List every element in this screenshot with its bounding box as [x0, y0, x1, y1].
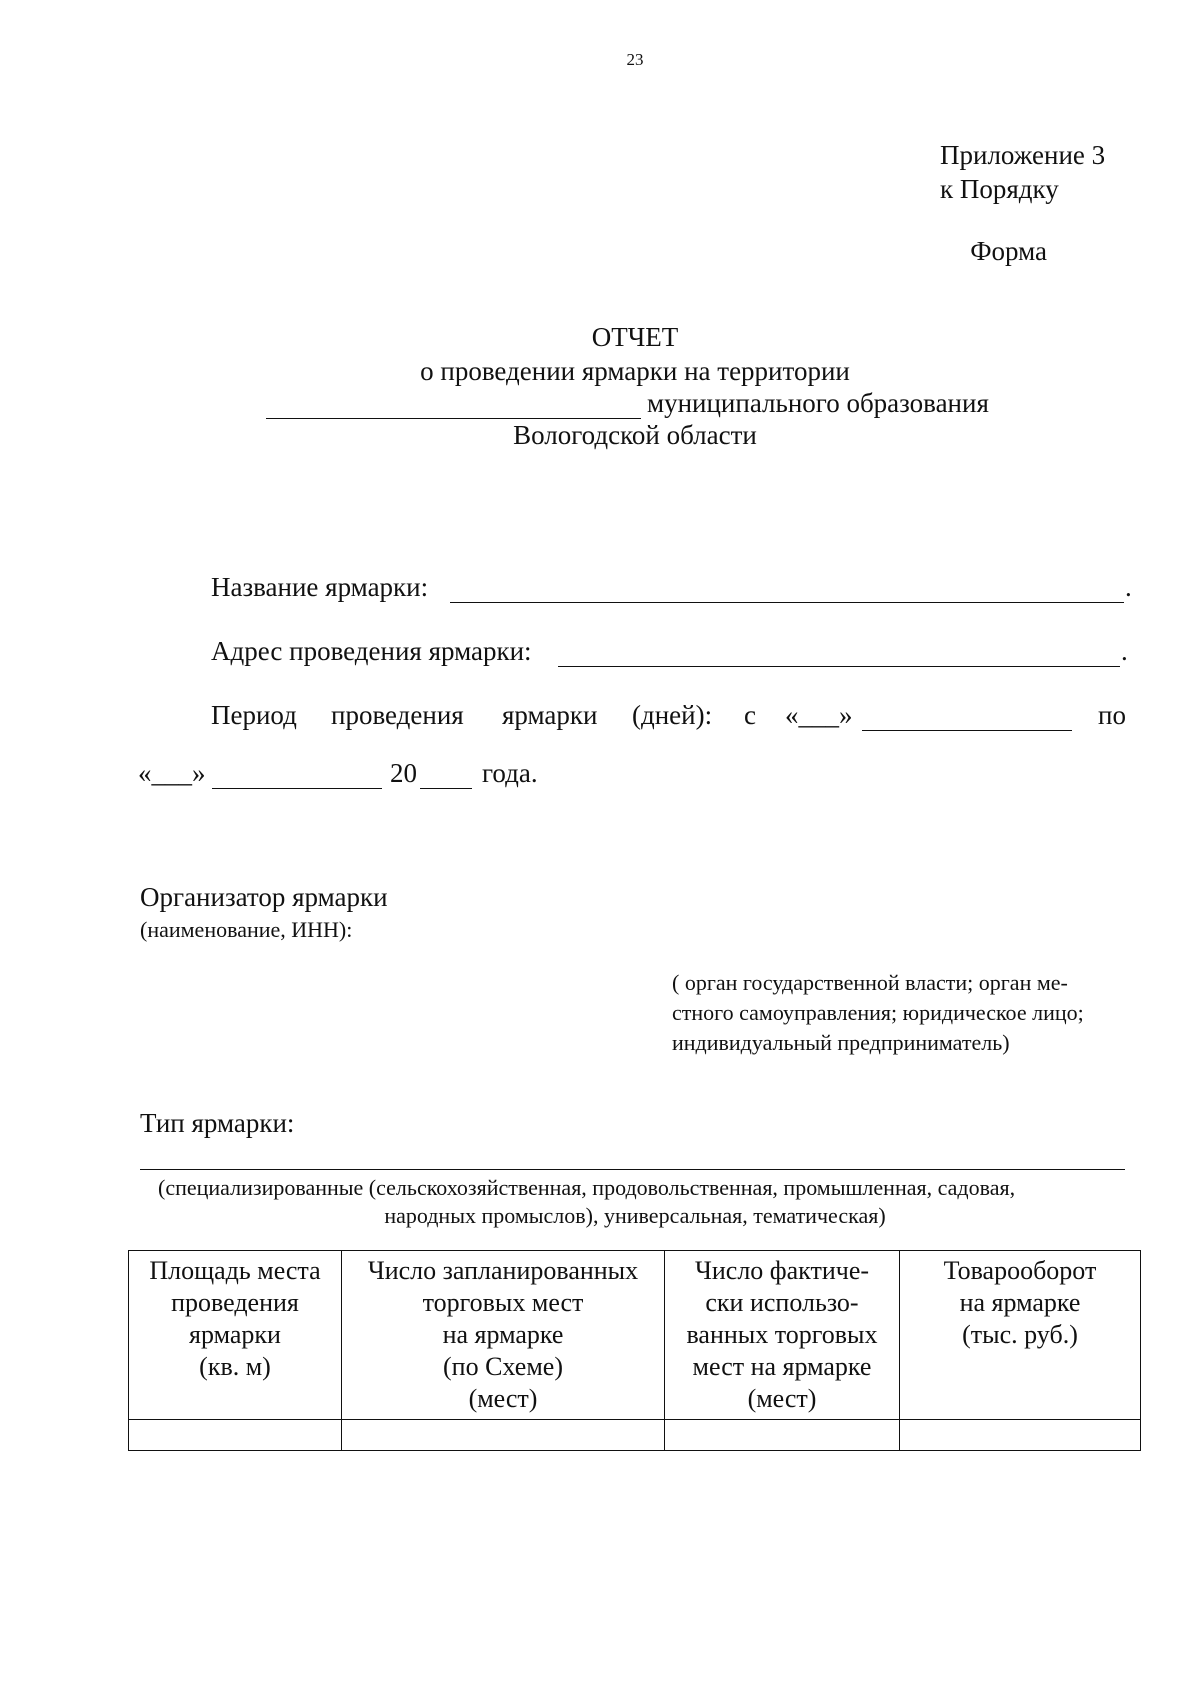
period-word-to: по [1098, 700, 1126, 730]
form-label: Форма [970, 236, 1047, 266]
header-turnover: Товарооборот на ярмарке (тыс. руб.) [900, 1251, 1141, 1420]
municipality-label: муниципального образования [647, 388, 989, 418]
header-planned-places: Число запланированных торговых мест на ярмарке (по Схеме) (мест) [342, 1251, 665, 1420]
fair-type-note-line-1: (специализированные (сельскохозяйственная, продовольственная, промышленная, садовая, [158, 1175, 1016, 1200]
period-year-suffix: года. [482, 758, 538, 788]
period-word-2: проведения [331, 700, 464, 730]
header-used-places: Число фактиче- ски использо- ванных торговых мест на ярмарке (мест) [665, 1251, 900, 1420]
annex-reference [940, 138, 1105, 206]
fair-type-label: Тип ярмарки: [140, 1108, 295, 1138]
period-start-day[interactable]: «___» [785, 700, 853, 730]
table-header-row [129, 1251, 1141, 1420]
cell-area[interactable] [129, 1420, 342, 1451]
fair-type-blank[interactable] [140, 1169, 1125, 1170]
organizer-note-line: ( орган государственной власти; орган ме- [672, 970, 1068, 995]
period-year-prefix: 20 [390, 758, 417, 788]
page-number: 23 [626, 50, 644, 69]
fair-address-blank[interactable] [558, 666, 1120, 667]
header-area: Площадь места проведения ярмарки (кв. м) [129, 1251, 342, 1420]
title-subline-2 [266, 388, 989, 419]
cell-planned-places[interactable] [342, 1420, 665, 1451]
annex-line-2: к Порядку [940, 174, 1059, 204]
fair-name-dot: . [1125, 572, 1132, 602]
organizer-note [672, 968, 1084, 1058]
period-word-1: Период [211, 700, 297, 730]
fair-type-note-line-2: народных промыслов), универсальная, тематическая) [384, 1203, 886, 1228]
title-subline-1: о проведении ярмарки на территории [420, 356, 850, 386]
table-row [129, 1420, 1141, 1451]
period-word-3: ярмарки [502, 700, 598, 730]
period-end-day[interactable]: «___» [138, 758, 206, 788]
title-subline-3: Вологодской области [513, 420, 757, 450]
document-title: ОТЧЕТ [591, 322, 679, 352]
period-year-blank[interactable] [420, 788, 472, 789]
fair-address-dot: . [1121, 636, 1128, 666]
organizer-label: Организатор ярмарки [140, 882, 388, 912]
organizer-note-line: стного самоуправления; юридическое лицо; [672, 1000, 1084, 1025]
annex-line-1: Приложение 3 [940, 140, 1106, 170]
fair-name-label: Название ярмарки: [211, 572, 429, 602]
period-word-4: (дней): [632, 700, 713, 730]
period-end-month-blank[interactable] [212, 788, 382, 789]
fair-address-label: Адрес проведения ярмарки: [211, 636, 532, 666]
municipality-blank[interactable] [266, 392, 641, 419]
cell-used-places[interactable] [665, 1420, 900, 1451]
period-start-month-blank[interactable] [862, 730, 1072, 731]
organizer-sublabel: (наименование, ИНН): [140, 917, 353, 942]
organizer-note-line: индивидуальный предприниматель) [672, 1030, 1010, 1055]
period-word-5: с [744, 700, 756, 730]
report-table [128, 1250, 1141, 1451]
cell-turnover[interactable] [900, 1420, 1141, 1451]
fair-name-blank[interactable] [450, 602, 1124, 603]
